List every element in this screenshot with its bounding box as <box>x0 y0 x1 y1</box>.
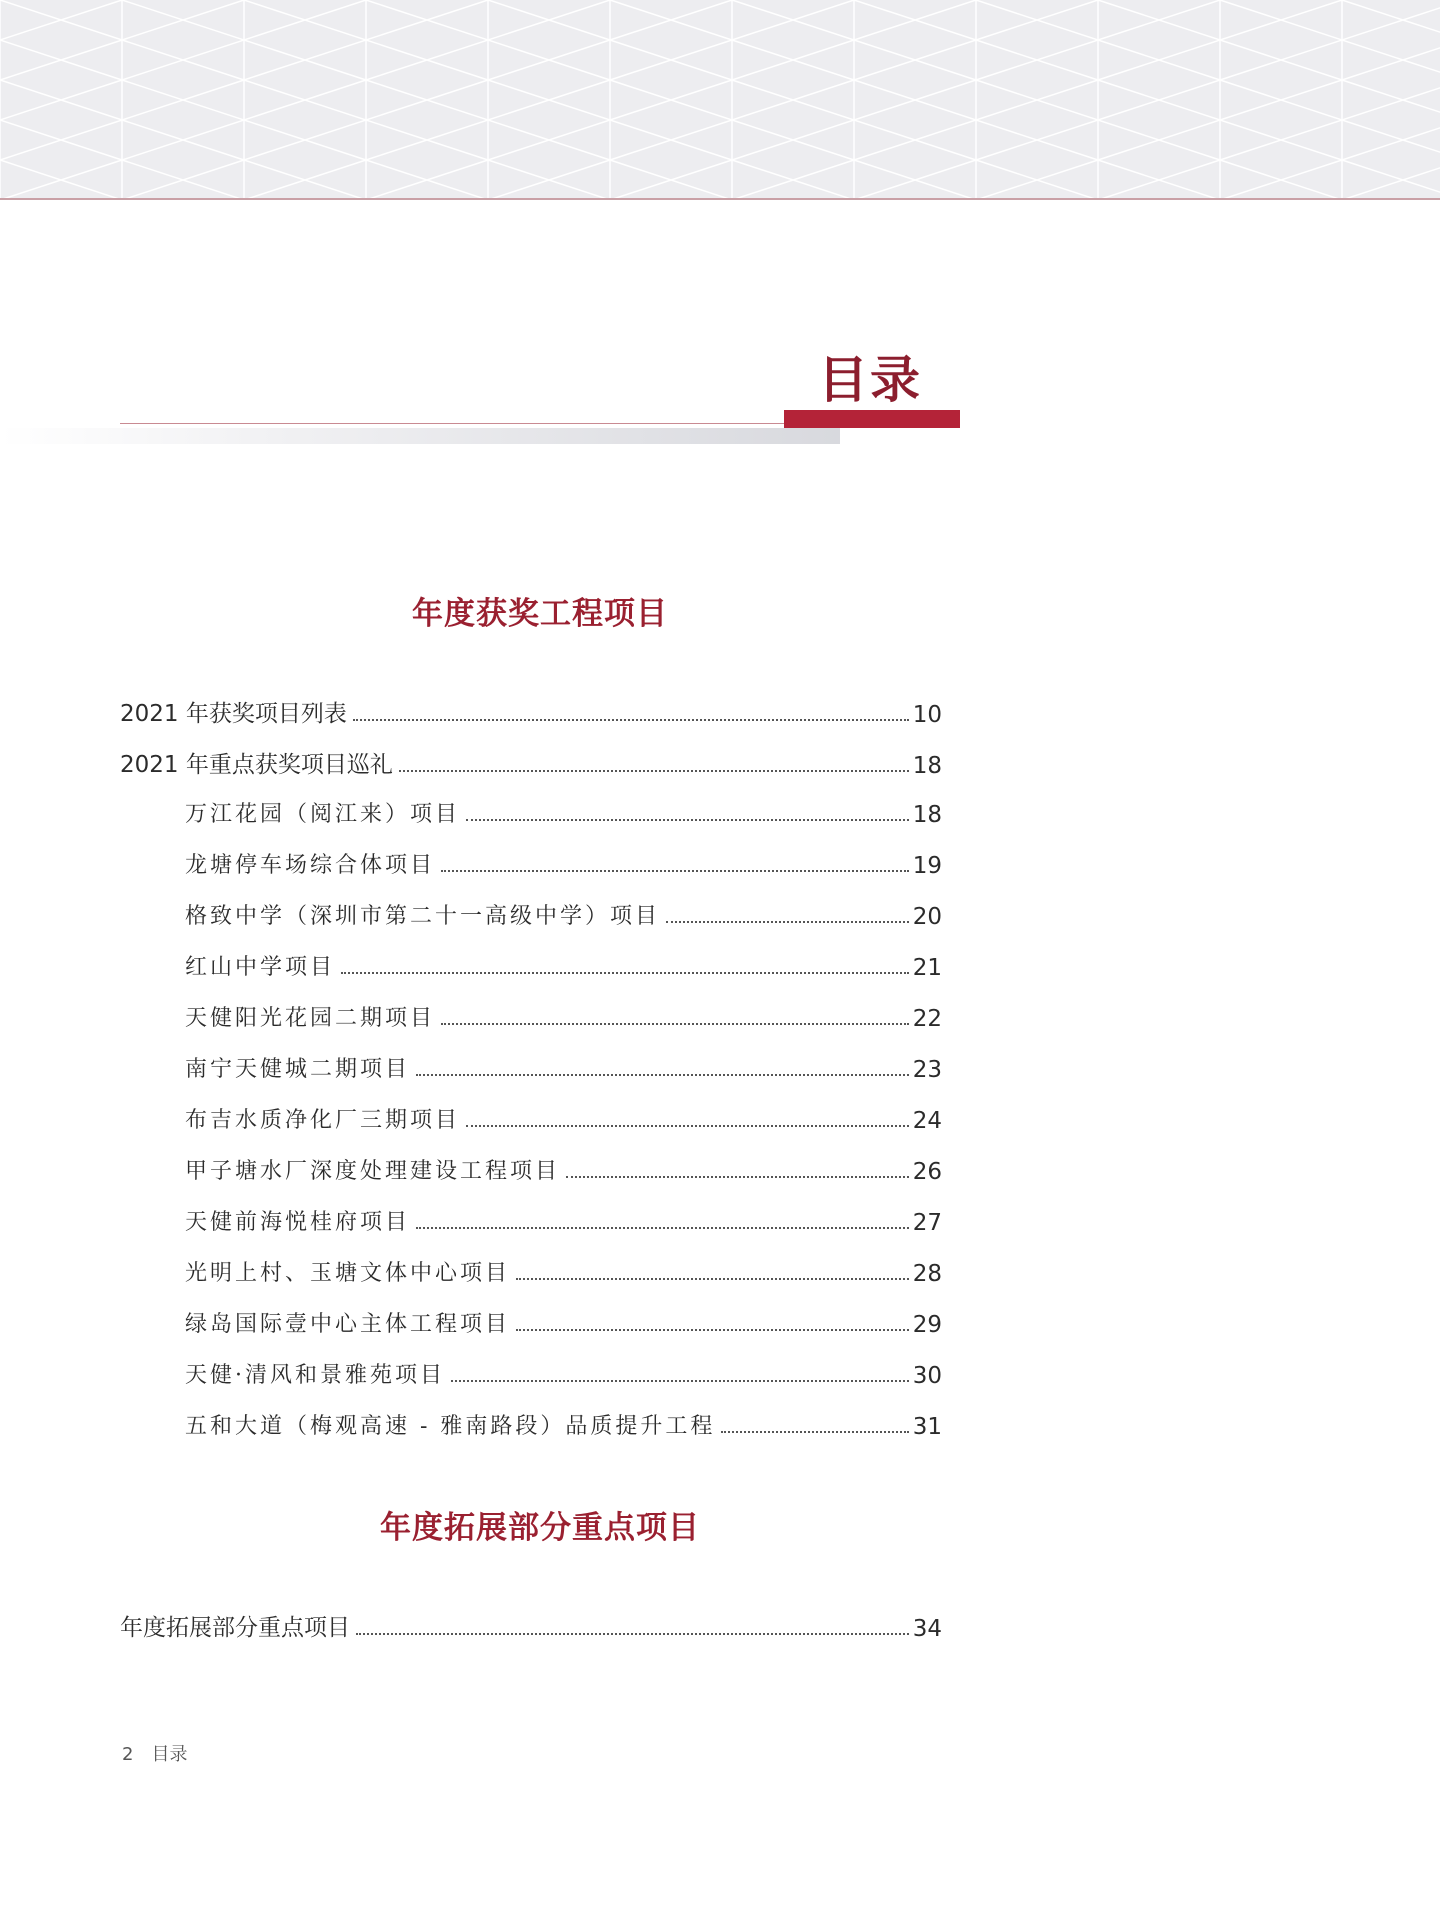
toc-entry-label: 天健·清风和景雅苑项目 <box>185 1363 445 1388</box>
toc-entry-page: 23 <box>912 1057 942 1083</box>
page-footer <box>122 1740 205 1766</box>
toc-entry-label: 绿岛国际壹中心主体工程项目 <box>185 1312 511 1337</box>
toc-entry-page: 34 <box>912 1616 942 1642</box>
toc-subentry[interactable] <box>185 1145 942 1185</box>
toc-entry-label: 格致中学（深圳市第二十一高级中学）项目 <box>185 904 661 929</box>
dot-leader <box>356 1633 909 1635</box>
dot-leader <box>466 1125 909 1127</box>
toc-entry[interactable] <box>120 1602 942 1642</box>
toc-entry-label: 甲子塘水厂深度处理建设工程项目 <box>185 1159 561 1184</box>
toc-subentry[interactable] <box>185 1094 942 1134</box>
dot-leader <box>341 972 909 974</box>
pattern-line <box>1220 0 1440 80</box>
toc-entry-label: 光明上村、玉塘文体中心项目 <box>185 1261 511 1286</box>
toc-entry-page: 24 <box>912 1108 942 1134</box>
geometric-pattern <box>0 0 1440 198</box>
dot-leader <box>516 1329 909 1331</box>
pattern-line <box>1220 160 1440 198</box>
toc-entry-label: 天健前海悦桂府项目 <box>185 1210 411 1235</box>
toc-entry-page: 30 <box>912 1363 942 1389</box>
dot-leader <box>353 719 909 721</box>
pattern-line <box>1220 80 1440 160</box>
toc-subentry[interactable] <box>185 839 942 879</box>
toc-entry-page: 28 <box>912 1261 942 1287</box>
toc-entry-page: 20 <box>912 904 942 930</box>
pattern-line <box>0 80 122 160</box>
dot-leader <box>666 921 909 923</box>
toc-entry-page: 18 <box>912 753 942 779</box>
pattern-line <box>1342 160 1440 198</box>
toc-entry-label: 天健阳光花园二期项目 <box>185 1006 436 1031</box>
section-heading-expansion: 年度拓展部分重点项目 <box>380 1510 700 1546</box>
toc-entry-page: 26 <box>912 1159 942 1185</box>
dot-leader <box>441 1023 909 1025</box>
dot-leader <box>399 770 909 772</box>
toc-subentry[interactable] <box>185 1196 942 1236</box>
toc-subentry[interactable] <box>185 941 942 981</box>
dot-leader <box>441 870 909 872</box>
title-accent-bar <box>784 410 960 428</box>
toc-entry[interactable] <box>120 739 942 779</box>
toc-entry-label: 五和大道（梅观高速 - 雅南路段）品质提升工程 <box>185 1414 716 1439</box>
dot-leader <box>721 1431 908 1433</box>
dot-leader <box>466 819 909 821</box>
toc-entry-label: 年度拓展部分重点项目 <box>120 1615 350 1641</box>
toc-subentry[interactable] <box>185 1043 942 1083</box>
toc-subentry[interactable] <box>185 1247 942 1287</box>
toc-entry-page: 10 <box>912 702 942 728</box>
toc-subentry[interactable] <box>185 1298 942 1338</box>
toc-entry[interactable] <box>120 688 942 728</box>
toc-entry-label: 万江花园（阅江来）项目 <box>185 802 461 827</box>
toc-entry-page: 22 <box>912 1006 942 1032</box>
pattern-line <box>0 0 122 80</box>
toc-subentry[interactable] <box>185 992 942 1032</box>
dot-leader <box>416 1227 909 1229</box>
dot-leader <box>416 1074 909 1076</box>
dot-leader <box>516 1278 909 1280</box>
pattern-line <box>1220 0 1440 80</box>
toc-entry-page: 29 <box>912 1312 942 1338</box>
toc-subentry[interactable] <box>185 1400 942 1440</box>
toc-entry-label: 龙塘停车场综合体项目 <box>185 853 436 878</box>
toc-entry-label: 红山中学项目 <box>185 955 336 980</box>
toc-entry-label: 2021 年重点获奖项目巡礼 <box>120 752 393 778</box>
footer-label: 目录 <box>151 1744 188 1765</box>
toc-subentry[interactable] <box>185 1349 942 1389</box>
footer-page-number: 2 <box>122 1744 134 1765</box>
title-block <box>120 340 960 450</box>
toc-entry-page: 21 <box>912 955 942 981</box>
pattern-line <box>0 80 122 160</box>
dot-leader <box>566 1176 909 1178</box>
toc-entry-label: 布吉水质净化厂三期项目 <box>185 1108 461 1133</box>
toc-subentry[interactable] <box>185 890 942 930</box>
toc-entry-page: 31 <box>912 1414 942 1440</box>
title-rule <box>120 423 784 424</box>
page-title: 目录 <box>818 351 922 409</box>
toc-entry-page: 19 <box>912 853 942 879</box>
toc-subentry[interactable] <box>185 788 942 828</box>
section-heading-awards: 年度获奖工程项目 <box>412 596 668 632</box>
toc-entry-label: 南宁天健城二期项目 <box>185 1057 411 1082</box>
pattern-line <box>1220 80 1440 160</box>
toc-entry-label: 2021 年获奖项目列表 <box>120 701 347 727</box>
header-pattern-band <box>0 0 1440 200</box>
toc-entry-page: 27 <box>912 1210 942 1236</box>
dot-leader <box>451 1380 909 1382</box>
toc-entry-page: 18 <box>912 802 942 828</box>
pattern-line <box>1342 160 1440 198</box>
pattern-line <box>0 0 122 80</box>
